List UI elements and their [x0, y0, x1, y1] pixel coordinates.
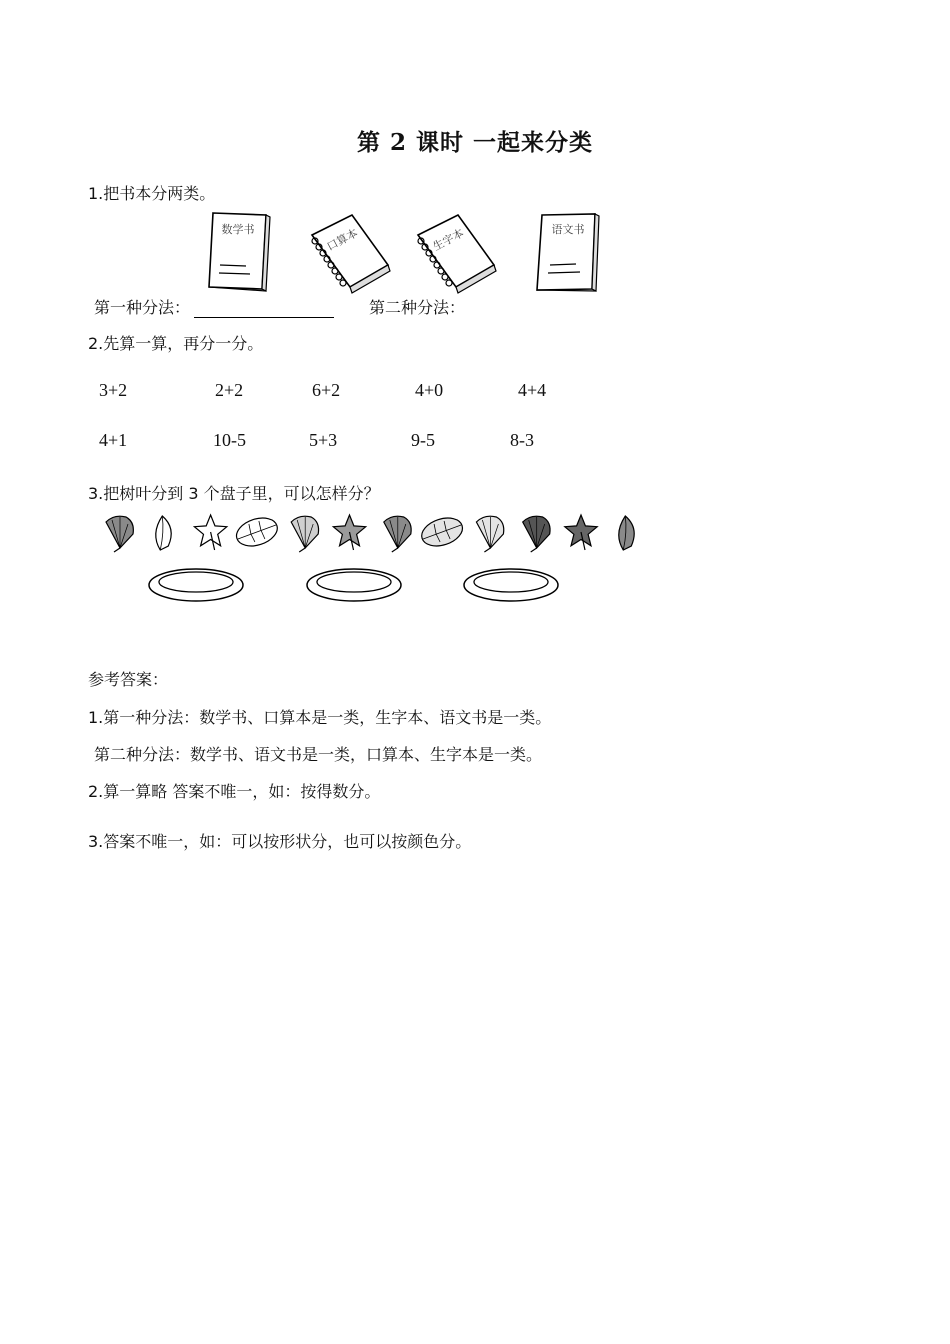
expression: 2+2 [215, 380, 244, 400]
expression: 4+1 [99, 430, 128, 450]
answer-3: 3.答案不唯一，如：可以按形状分，也可以按颜色分。 [88, 832, 472, 851]
expression: 5+3 [309, 430, 338, 450]
book-math-icon [209, 213, 270, 291]
method-2-label: 第二种分法： [369, 298, 466, 317]
expression: 4+4 [518, 380, 547, 400]
book-yuwen-label: 语文书 [551, 223, 585, 236]
plate-icon[interactable] [464, 569, 558, 601]
expression: 6+2 [312, 380, 341, 400]
star-leaf-icon[interactable] [333, 515, 365, 550]
book-shengzi-label: 生字本 [430, 226, 466, 254]
page-title: 第 2 课时 一起来分类 [356, 129, 594, 156]
book-shengzi-icon [418, 215, 496, 293]
expression: 10-5 [213, 430, 246, 450]
oval-leaf-icon[interactable] [156, 516, 171, 550]
ginkgo-leaf-icon[interactable] [384, 516, 411, 552]
plates-row [0, 565, 950, 607]
expression: 9-5 [411, 430, 435, 450]
ginkgo-leaf-icon[interactable] [476, 516, 503, 552]
answer-2: 2.算一算略 答案不唯一，如：按得数分。 [88, 782, 381, 801]
star-leaf-icon[interactable] [194, 515, 226, 550]
book-kousuan-label: 口算本 [324, 226, 360, 254]
book-math-label: 数学书 [221, 223, 255, 236]
book-yuwen-icon [537, 214, 599, 291]
method-1-answer-blank[interactable] [194, 301, 334, 318]
ginkgo-leaf-icon[interactable] [106, 516, 133, 552]
book-kousuan-icon [312, 215, 390, 293]
plate-icon[interactable] [149, 569, 243, 601]
question-2-prompt: 2.先算一算，再分一分。 [88, 334, 264, 353]
leaves-row [0, 510, 950, 555]
round-leaf-icon[interactable] [418, 513, 466, 551]
ginkgo-leaf-icon[interactable] [291, 516, 318, 552]
round-leaf-icon[interactable] [233, 513, 281, 551]
oval-leaf-icon[interactable] [619, 516, 634, 550]
expression: 8-3 [510, 430, 534, 450]
plate-icon[interactable] [307, 569, 401, 601]
question-3-prompt: 3.把树叶分到 3 个盘子里，可以怎样分？ [88, 484, 380, 503]
question-1-prompt: 1.把书本分两类。 [88, 184, 216, 203]
method-1-label: 第一种分法： [94, 298, 191, 317]
ginkgo-leaf-icon[interactable] [523, 516, 550, 552]
answer-1-line-1: 1.第一种分法：数学书、口算本是一类，生字本、语文书是一类。 [88, 708, 552, 727]
expression: 4+0 [415, 380, 444, 400]
method-1-row [94, 295, 334, 318]
expression: 3+2 [99, 380, 128, 400]
books-illustration [0, 205, 950, 295]
star-leaf-icon[interactable] [565, 515, 597, 550]
answer-1-line-2: 第二种分法：数学书、语文书是一类，口算本、生字本是一类。 [94, 745, 543, 764]
answers-heading: 参考答案： [88, 670, 169, 689]
